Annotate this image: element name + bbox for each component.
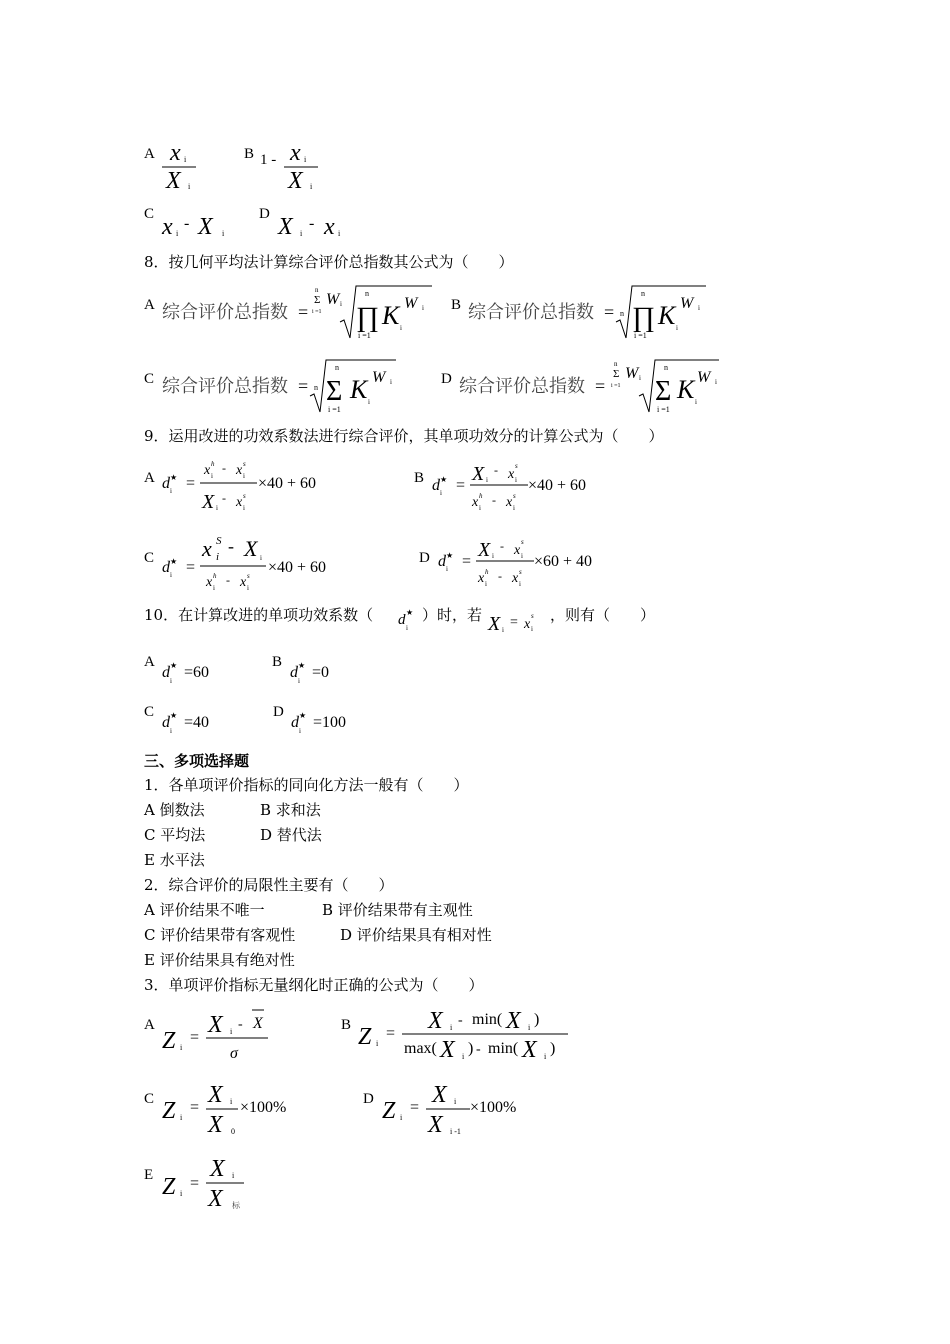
svg-text:K: K (350, 375, 368, 404)
svg-text:=: = (510, 615, 518, 630)
svg-text:-: - (458, 1013, 463, 1028)
svg-text:Σ: Σ (655, 376, 672, 407)
q10-question-condition-formula (486, 606, 550, 636)
svg-text:X: X (253, 1015, 263, 1032)
svg-text:=100: =100 (313, 714, 347, 731)
svg-text:i: i (400, 324, 402, 332)
svg-text:i: i (502, 626, 504, 634)
svg-text:i: i (639, 374, 641, 382)
q10-question-mid: ）时，若 (422, 606, 483, 624)
svg-text:min(: min( (488, 1040, 519, 1057)
svg-text:): ) (550, 1040, 556, 1057)
q10-question-d-formula (396, 604, 422, 634)
svg-text:综合评价总指数: 综合评价总指数 (468, 302, 594, 323)
svg-text:i: i (544, 1052, 547, 1061)
svg-text:x: x (472, 495, 479, 510)
q10-option-d-formula (289, 706, 369, 736)
svg-text:n: n (614, 360, 618, 368)
svg-text:i: i (715, 378, 717, 386)
svg-text:i: i (531, 625, 533, 633)
svg-text:i: i (170, 727, 172, 735)
mc-q2-option-b: B 评价结果带有主观性 (322, 901, 473, 919)
svg-text:i: i (340, 300, 342, 308)
svg-text:i: i (298, 677, 300, 685)
svg-text:i: i (422, 304, 424, 312)
svg-text:i: i (243, 504, 245, 512)
svg-text:W: W (697, 369, 711, 386)
svg-text:S: S (216, 535, 222, 547)
svg-text:n: n (365, 289, 369, 298)
svg-text:i: i (243, 472, 245, 480)
svg-text:x: x (206, 575, 213, 590)
svg-text:i: i (521, 552, 523, 560)
q10-option-a-formula (160, 656, 230, 686)
svg-text:=: = (462, 553, 472, 570)
svg-text:-: - (494, 463, 498, 477)
q8-option-d-label: D (441, 371, 452, 387)
svg-text:=: = (186, 559, 196, 576)
svg-text:★: ★ (170, 711, 178, 720)
svg-text:i: i (180, 1189, 183, 1198)
svg-text:-: - (498, 569, 502, 583)
svg-text:d: d (162, 714, 170, 731)
svg-text:i: i (260, 554, 262, 562)
svg-text:W: W (326, 291, 340, 308)
svg-text:K: K (658, 301, 676, 330)
svg-text:★: ★ (440, 475, 448, 484)
svg-text:★: ★ (170, 473, 178, 482)
q9-option-d-label: D (419, 550, 430, 566)
svg-text:i: i (695, 398, 697, 406)
svg-text:×40 + 60: ×40 + 60 (258, 475, 317, 492)
svg-text:i: i (180, 1113, 183, 1122)
mc-q1-option-c: C 平均法 (144, 826, 206, 844)
section-title: 三、多项选择题 (144, 752, 250, 770)
q9-option-a-formula (160, 456, 340, 518)
mc-q2-option-d: D 评价结果具有相对性 (340, 926, 492, 944)
svg-text:-: - (222, 491, 226, 505)
svg-text:X: X (488, 613, 501, 635)
svg-text:i: i (211, 472, 213, 480)
mc-q3-option-e-label: E (144, 1167, 154, 1183)
mc-q3-option-d-formula (380, 1078, 550, 1138)
svg-text:X: X (428, 1008, 443, 1034)
svg-text:★: ★ (299, 711, 307, 720)
mc-q2-option-a: A 评价结果不唯一 (144, 901, 265, 919)
svg-text:-: - (476, 1042, 481, 1057)
q7-option-d-formula (276, 206, 356, 240)
q8-option-a-label: A (144, 297, 155, 313)
mc-q1-option-b: B 求和法 (260, 801, 321, 819)
svg-text:d: d (432, 477, 440, 494)
mc-q3-option-b-formula (356, 1004, 576, 1064)
svg-text:n: n (620, 309, 624, 318)
svg-text:s: s (243, 460, 246, 468)
svg-text:i: i (299, 727, 301, 735)
svg-text:=: = (456, 477, 466, 494)
q9-option-b-formula (430, 456, 610, 518)
svg-text:h: h (479, 492, 483, 500)
svg-text:s: s (513, 492, 516, 500)
svg-text:×100%: ×100% (470, 1099, 517, 1116)
svg-text:X: X (472, 463, 485, 485)
svg-text:n: n (641, 289, 645, 298)
svg-text:-: - (238, 1017, 243, 1032)
svg-text:i =1: i =1 (312, 309, 322, 315)
svg-text:X: X (522, 1037, 537, 1063)
svg-text:X: X (208, 1112, 223, 1138)
svg-text:×40 + 60: ×40 + 60 (268, 559, 327, 576)
svg-text:-: - (492, 493, 496, 507)
svg-text:综合评价总指数: 综合评价总指数 (459, 376, 585, 397)
svg-text:s: s (247, 572, 250, 580)
mc-q1: 1．各单项评价指标的同向化方法一般有（ ） (144, 776, 469, 794)
svg-text:n: n (315, 286, 319, 294)
svg-text:i: i (180, 1043, 183, 1052)
svg-text:W: W (404, 295, 418, 312)
svg-text:s: s (531, 612, 534, 620)
svg-text:i: i (310, 182, 313, 191)
svg-text:★: ★ (170, 661, 178, 670)
svg-text:x: x (236, 495, 243, 510)
q8-option-b-formula (466, 282, 716, 342)
svg-text:d: d (291, 714, 299, 731)
q10-option-b-label: B (272, 654, 283, 670)
mc-q3-option-d-label: D (363, 1091, 374, 1107)
q8-option-a-formula (160, 282, 440, 342)
svg-text:X: X (166, 168, 181, 194)
svg-text:i: i (216, 551, 220, 563)
svg-text:σ: σ (230, 1045, 238, 1062)
svg-text:i: i (454, 1097, 457, 1106)
svg-text:i: i (222, 229, 225, 238)
svg-text:Z: Z (162, 1098, 176, 1124)
svg-text:x: x (202, 536, 212, 561)
svg-text:-: - (184, 215, 190, 232)
mc-q2-option-c: C 评价结果带有客观性 (144, 926, 296, 944)
svg-text:i: i (486, 476, 488, 484)
svg-text:i: i (230, 1097, 233, 1106)
svg-text:★: ★ (446, 551, 454, 560)
q7-option-a-label: A (144, 146, 155, 162)
mc-q3-option-e-formula (160, 1152, 260, 1214)
svg-text:=0: =0 (312, 664, 330, 681)
svg-text:x: x (290, 140, 301, 166)
svg-text:=: = (190, 1099, 200, 1116)
q7-option-c-formula (160, 206, 240, 240)
q10-option-c-label: C (144, 704, 155, 720)
svg-text:i: i (400, 1113, 403, 1122)
svg-text:X: X (208, 1186, 223, 1212)
svg-text:i: i (247, 584, 249, 592)
svg-text:X: X (440, 1037, 455, 1063)
svg-text:i: i (515, 476, 517, 484)
svg-text:K: K (677, 375, 695, 404)
svg-text:X: X (208, 1082, 223, 1108)
svg-text:X: X (506, 1008, 521, 1034)
svg-text:d: d (162, 475, 170, 492)
svg-text:i: i (188, 182, 191, 191)
svg-text:=60: =60 (184, 664, 210, 681)
svg-text:i: i (230, 1027, 233, 1036)
q10-question-suffix: ，则有（ ） (550, 606, 656, 624)
svg-text:-: - (500, 539, 504, 553)
svg-text:X: X (432, 1082, 447, 1108)
mc-q1-option-e: E 水平法 (144, 851, 205, 869)
q8-option-b-label: B (451, 297, 462, 313)
svg-text:∏: ∏ (632, 302, 656, 333)
q7-option-d-label: D (259, 206, 270, 222)
svg-text:x: x (236, 463, 243, 478)
svg-text:n: n (664, 363, 668, 372)
q10-question-prefix: 10．在计算改进的单项功效系数（ (144, 606, 374, 624)
svg-text:i: i (176, 229, 179, 238)
q9-option-b-label: B (414, 470, 425, 486)
svg-text:x: x (508, 467, 515, 482)
svg-text:-: - (226, 573, 230, 587)
svg-text:): ) (534, 1011, 540, 1028)
q8-option-d-formula (457, 356, 737, 416)
svg-text:min(: min( (472, 1011, 503, 1028)
svg-text:W: W (625, 365, 639, 382)
svg-text:x: x (512, 571, 519, 586)
svg-text:x: x (506, 495, 513, 510)
svg-text:i: i (376, 1039, 379, 1048)
svg-text:x: x (240, 575, 247, 590)
svg-text:X: X (478, 539, 491, 561)
svg-text:i: i (698, 304, 700, 312)
svg-text:h: h (213, 572, 217, 580)
svg-text:n: n (314, 383, 318, 392)
svg-text:i: i (216, 504, 218, 512)
mc-q3-option-b-label: B (341, 1017, 352, 1033)
q9-option-c-label: C (144, 550, 155, 566)
q7-option-b-formula (258, 136, 328, 194)
svg-text:i: i (170, 677, 172, 685)
svg-text:X: X (244, 536, 258, 561)
svg-text:x: x (478, 571, 485, 586)
svg-text:i: i (213, 584, 215, 592)
svg-text:0: 0 (231, 1127, 235, 1136)
mc-q3-option-a-formula (160, 1004, 280, 1064)
svg-text:=: = (186, 475, 196, 492)
svg-text:d: d (438, 553, 446, 570)
svg-text:i: i (300, 229, 303, 238)
svg-text:-: - (222, 461, 226, 475)
svg-text:i: i (184, 155, 187, 164)
svg-text:i =1: i =1 (611, 383, 621, 389)
svg-text:综合评价总指数: 综合评价总指数 (162, 302, 288, 323)
svg-text:x: x (514, 543, 521, 558)
svg-text:★: ★ (406, 608, 414, 617)
mc-q1-option-d: D 替代法 (260, 826, 322, 844)
svg-text:W: W (372, 369, 386, 386)
svg-text:i =1: i =1 (358, 331, 371, 340)
svg-text:-: - (228, 536, 234, 556)
mc-q3-option-a-label: A (144, 1017, 155, 1033)
svg-text:-: - (309, 215, 315, 232)
svg-text:s: s (515, 462, 518, 470)
svg-text:i =1: i =1 (634, 331, 647, 340)
svg-text:h: h (485, 568, 489, 576)
mc-q2: 2．综合评价的局限性主要有（ ） (144, 876, 394, 894)
svg-text:Z: Z (382, 1098, 396, 1124)
svg-text:x: x (170, 140, 181, 166)
q7-option-a-formula (160, 136, 210, 194)
svg-text:×60 + 40: ×60 + 40 (534, 553, 593, 570)
svg-text:x: x (524, 617, 531, 632)
svg-text:n: n (335, 363, 339, 372)
svg-text:X: X (198, 214, 213, 240)
svg-text:i: i (338, 229, 341, 238)
svg-text:d: d (162, 664, 170, 681)
svg-text:X: X (208, 1012, 223, 1038)
svg-text:K: K (382, 301, 400, 330)
q10-option-c-formula (160, 706, 230, 736)
svg-text:i: i (479, 504, 481, 512)
svg-text:i: i (406, 624, 408, 632)
q9-option-c-formula (160, 530, 350, 596)
svg-text:Z: Z (162, 1174, 176, 1200)
svg-text:x: x (204, 463, 211, 478)
svg-text:∏: ∏ (356, 302, 380, 333)
q8-option-c-formula (160, 356, 410, 416)
svg-text:Z: Z (162, 1028, 176, 1054)
q9-option-d-formula (436, 534, 616, 596)
svg-text:i =1: i =1 (328, 405, 341, 414)
svg-text:=: = (410, 1099, 420, 1116)
svg-text:X: X (278, 214, 293, 240)
svg-text:s: s (243, 492, 246, 500)
q10-option-d-label: D (273, 704, 284, 720)
svg-text:X: X (202, 491, 215, 513)
q10-option-a-label: A (144, 654, 155, 670)
svg-text:i: i (170, 571, 172, 579)
q7-option-b-label: B (244, 146, 255, 162)
svg-text:s: s (519, 568, 522, 576)
svg-text:i: i (513, 504, 515, 512)
svg-text:W: W (680, 295, 694, 312)
q9-question: 9．运用改进的功效系数法进行综合评价，其单项功效分的计算公式为（ ） (144, 427, 664, 445)
svg-text:×100%: ×100% (240, 1099, 287, 1116)
mc-q2-option-e: E 评价结果具有绝对性 (144, 951, 295, 969)
svg-text:i: i (446, 565, 448, 573)
svg-text:X: X (288, 168, 303, 194)
svg-text:X: X (210, 1156, 225, 1182)
svg-text:i: i (492, 552, 494, 560)
q8-option-c-label: C (144, 371, 155, 387)
svg-text:x: x (162, 214, 173, 240)
svg-text:=: = (595, 376, 606, 396)
svg-text:i -1: i -1 (450, 1127, 461, 1136)
svg-text:i: i (528, 1023, 531, 1032)
svg-text:i: i (485, 580, 487, 588)
svg-text:): ) (468, 1040, 474, 1057)
svg-text:=: = (298, 302, 309, 322)
svg-text:Σ: Σ (314, 294, 321, 306)
svg-text:1 -: 1 - (260, 152, 277, 168)
svg-text:标: 标 (232, 1201, 240, 1210)
svg-text:i: i (676, 324, 678, 332)
svg-text:d: d (398, 612, 406, 628)
svg-text:=: = (298, 376, 309, 396)
mc-q3: 3．单项评价指标无量纲化时正确的公式为（ ） (144, 976, 484, 994)
svg-text:综合评价总指数: 综合评价总指数 (162, 376, 288, 397)
svg-text:i: i (368, 398, 370, 406)
svg-text:i: i (304, 155, 307, 164)
q7-option-c-label: C (144, 206, 155, 222)
svg-text:Σ: Σ (326, 376, 343, 407)
svg-text:Z: Z (358, 1024, 372, 1050)
q9-option-a-label: A (144, 470, 155, 486)
svg-text:i: i (519, 580, 521, 588)
mc-q1-option-a: A 倒数法 (144, 801, 205, 819)
svg-text:i: i (440, 489, 442, 497)
svg-text:i: i (170, 487, 172, 495)
svg-text:×40 + 60: ×40 + 60 (528, 477, 587, 494)
svg-text:x: x (324, 214, 335, 240)
svg-text:s: s (521, 538, 524, 546)
svg-text:i: i (390, 378, 392, 386)
q8-question: 8．按几何平均法计算综合评价总指数其公式为（ ） (144, 253, 514, 271)
mc-q3-option-c-formula (160, 1078, 320, 1138)
svg-text:i: i (462, 1052, 465, 1061)
q10-option-b-formula (288, 656, 348, 686)
svg-text:★: ★ (298, 661, 306, 670)
svg-text:=: = (190, 1029, 200, 1046)
svg-text:=40: =40 (184, 714, 210, 731)
svg-text:=: = (386, 1025, 396, 1042)
svg-text:=: = (604, 302, 615, 322)
svg-text:max(: max( (404, 1040, 437, 1057)
svg-text:X: X (428, 1112, 443, 1138)
svg-text:d: d (290, 664, 298, 681)
mc-q3-option-c-label: C (144, 1091, 155, 1107)
svg-text:i: i (450, 1023, 453, 1032)
svg-text:i: i (232, 1171, 235, 1180)
svg-text:=: = (190, 1175, 200, 1192)
svg-text:i =1: i =1 (657, 405, 670, 414)
svg-text:d: d (162, 559, 170, 576)
svg-text:h: h (211, 460, 215, 468)
svg-text:Σ: Σ (613, 368, 620, 380)
svg-text:★: ★ (170, 557, 178, 566)
